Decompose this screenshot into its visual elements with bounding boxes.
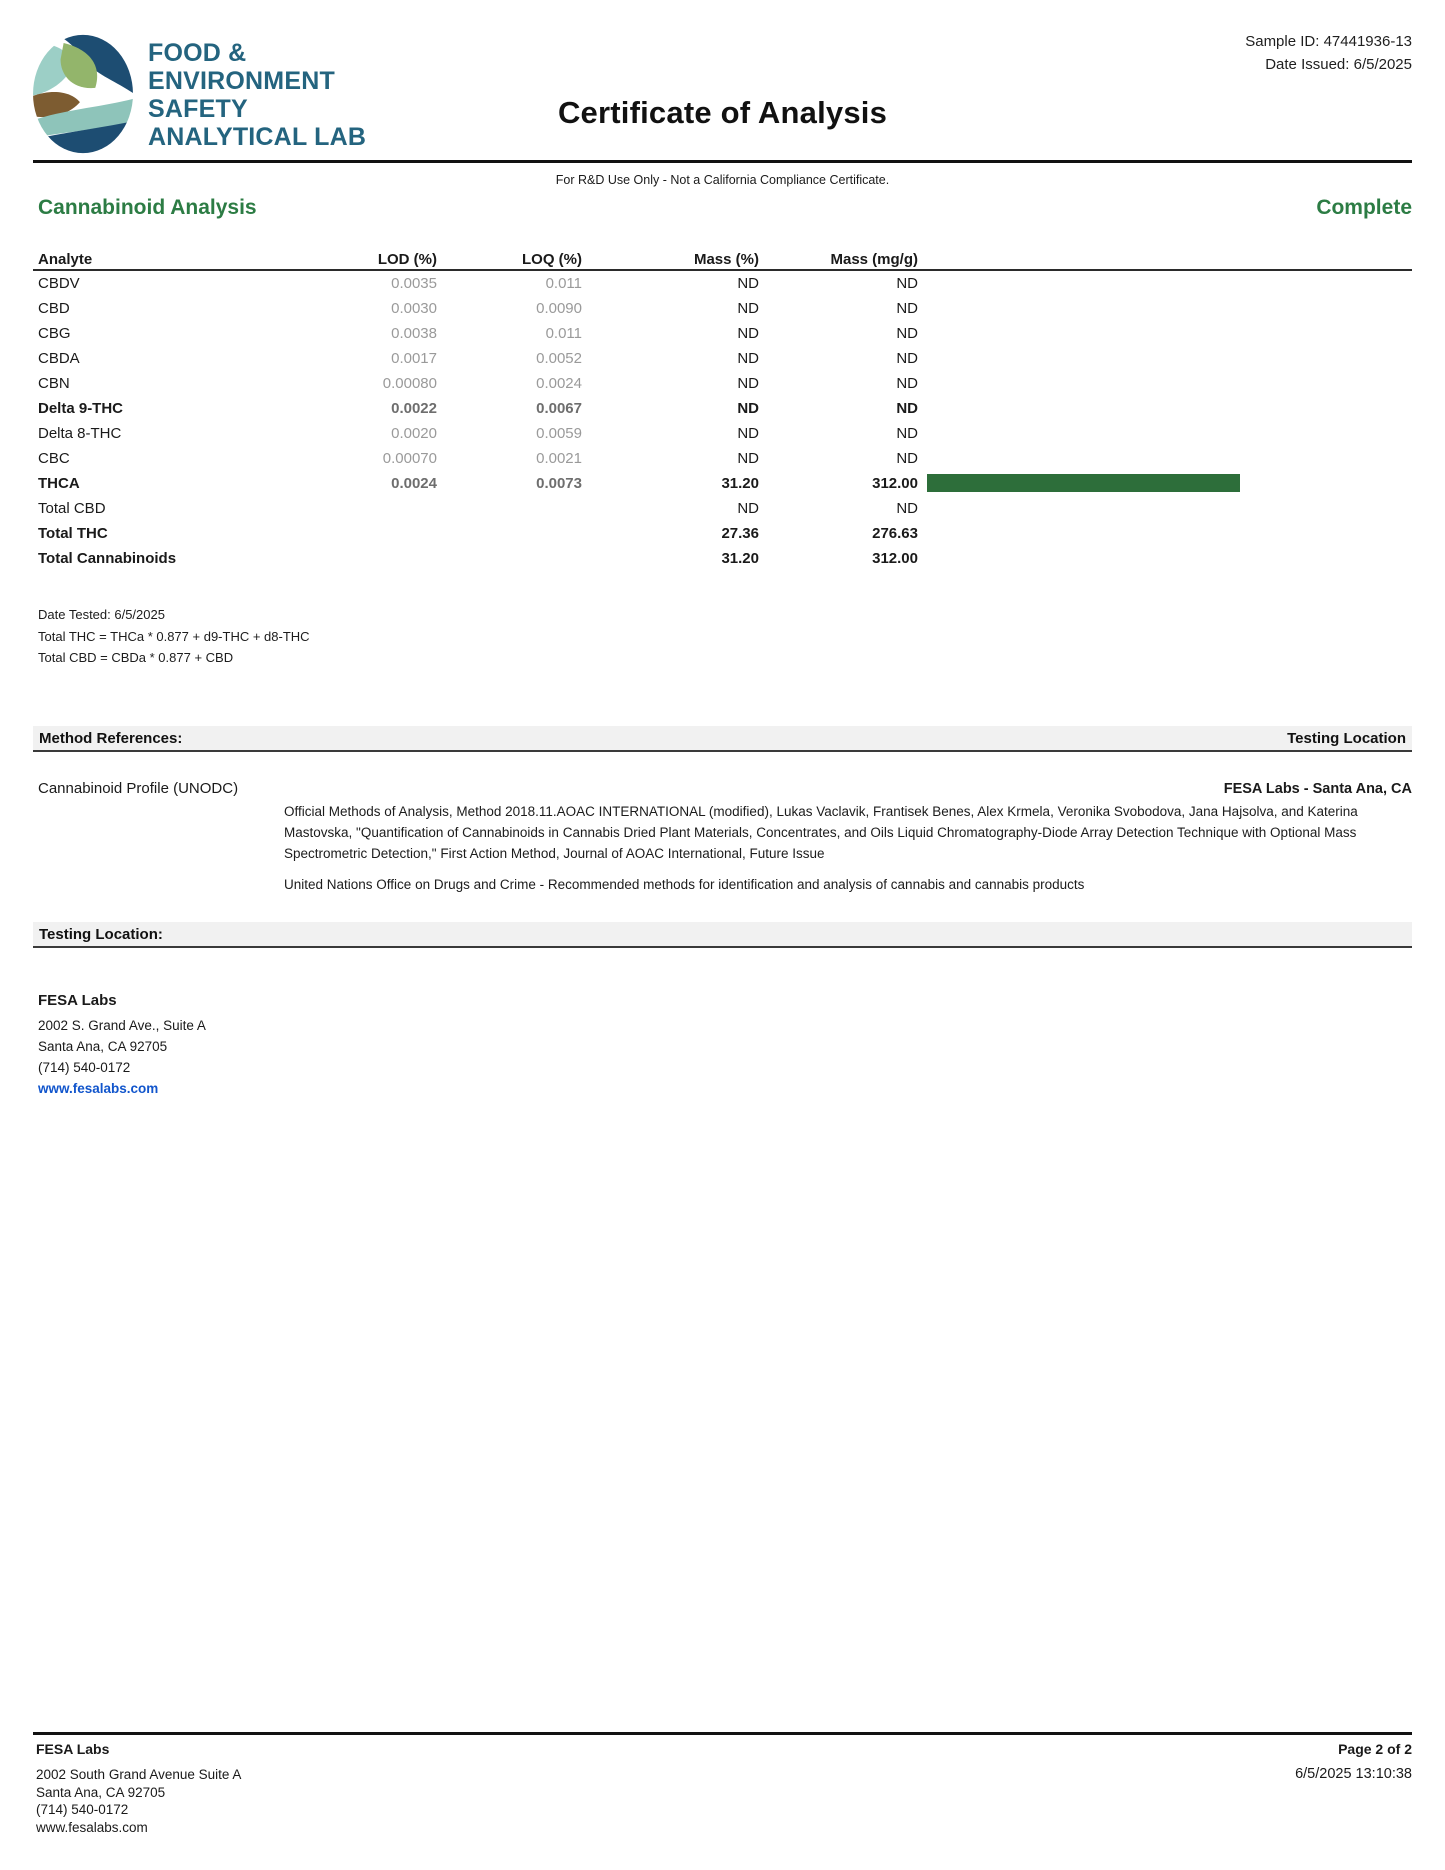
sample-id: Sample ID: 47441936-13 [1245, 33, 1412, 50]
mass-mgg-value: ND [896, 300, 918, 317]
status-badge: Complete [1316, 196, 1412, 219]
lod-value: 0.0038 [391, 325, 437, 342]
thca-mass-bar [927, 474, 1240, 492]
table-row [33, 546, 1412, 571]
analyte-name: Total THC [38, 525, 108, 542]
mass-pct-value: ND [737, 425, 759, 442]
analyte-name: CBN [38, 375, 70, 392]
disclaimer-text: For R&D Use Only - Not a California Compliance Certificate. [555, 173, 890, 187]
footer-page-info [33, 1741, 1412, 1782]
mass-pct-value: 27.36 [721, 525, 759, 542]
loq-value: 0.0024 [536, 375, 582, 392]
table-row [33, 321, 1412, 346]
mass-pct-value: ND [737, 325, 759, 342]
lab-address-line1: 2002 S. Grand Ave., Suite A [38, 1018, 206, 1033]
footer-address-line1: 2002 South Grand Avenue Suite A [36, 1767, 242, 1782]
document-title: Certificate of Analysis [557, 95, 888, 130]
mass-pct-value: ND [737, 375, 759, 392]
lod-value: 0.0020 [391, 425, 437, 442]
analyte-name: THCA [38, 475, 80, 492]
loq-value: 0.0052 [536, 350, 582, 367]
lod-value: 0.0024 [391, 475, 437, 492]
method-references-heading: Method References: [39, 729, 183, 747]
table-row [33, 446, 1412, 471]
mass-pct-value: 31.20 [721, 550, 759, 567]
analyte-name: Delta 9-THC [38, 400, 124, 417]
analyte-name: CBC [38, 450, 70, 467]
col-mass-mgg: Mass (mg/g) [830, 251, 918, 268]
col-analyte: Analyte [38, 251, 93, 268]
page-number: Page 2 of 2 [1338, 1741, 1412, 1757]
table-row [33, 371, 1412, 396]
lod-value: 0.00070 [382, 450, 437, 467]
analyte-name: CBDA [38, 350, 80, 367]
table-row [33, 346, 1412, 371]
lod-value: 0.0030 [391, 300, 437, 317]
mass-pct-value: ND [737, 500, 759, 517]
method-profile-row [33, 780, 1412, 797]
table-header-row [33, 247, 1412, 271]
footer-lab-name: FESA Labs [36, 1741, 110, 1757]
testing-location-block [33, 992, 1412, 1099]
date-issued: Date Issued: 6/5/2025 [1265, 56, 1412, 73]
lab-address-line2: Santa Ana, CA 92705 [38, 1039, 168, 1054]
section-header [33, 196, 1412, 220]
loq-value: 0.011 [545, 275, 582, 292]
mass-mgg-value: ND [896, 425, 918, 442]
analyte-name: CBG [38, 325, 71, 342]
method-reference-text [284, 801, 1385, 895]
date-tested: Date Tested: 6/5/2025 [38, 607, 165, 622]
analyte-name: CBD [38, 300, 70, 317]
method-paragraph-unodc: United Nations Office on Drugs and Crime - Recommended methods for identification and analysis of cannabis and cannabis products [284, 877, 1085, 892]
mass-pct-value: ND [737, 400, 759, 417]
footer-phone: (714) 540-0172 [36, 1802, 129, 1817]
analyte-name: Total Cannabinoids [38, 550, 177, 567]
testing-location-band [33, 922, 1412, 948]
section-title: Cannabinoid Analysis [38, 196, 257, 219]
mass-pct-value: ND [737, 350, 759, 367]
mass-pct-value: 31.20 [721, 475, 759, 492]
analyte-name: Delta 8-THC [38, 425, 122, 442]
loq-value: 0.0059 [536, 425, 582, 442]
total-cbd-formula: Total CBD = CBDa * 0.877 + CBD [38, 650, 234, 665]
method-testing-location: FESA Labs - Santa Ana, CA [1223, 781, 1412, 797]
method-references-band [33, 726, 1412, 752]
footer-website: www.fesalabs.com [36, 1819, 148, 1835]
mass-mgg-value: ND [896, 500, 918, 517]
table-row [33, 521, 1412, 546]
mass-mgg-value: ND [896, 400, 918, 417]
mass-mgg-value: ND [896, 350, 918, 367]
mass-mgg-value: ND [896, 325, 918, 342]
lab-website-link[interactable]: www.fesalabs.com [38, 1081, 159, 1096]
analyte-name: CBDV [38, 275, 80, 292]
lab-logo [32, 33, 366, 155]
col-mass-pct: Mass (%) [693, 251, 759, 268]
footer-address-line2: Santa Ana, CA 92705 [36, 1784, 166, 1800]
mass-mgg-value: 312.00 [872, 475, 918, 492]
testing-location-heading: Testing Location: [39, 925, 163, 943]
table-row [33, 496, 1412, 521]
lod-value: 0.00080 [382, 375, 437, 392]
lab-name: FESA Labs [38, 992, 117, 1009]
loq-value: 0.0090 [536, 300, 582, 317]
analysis-notes [33, 604, 1412, 669]
mass-mgg-value: ND [896, 450, 918, 467]
logo-line-2: ENVIRONMENT [148, 67, 335, 95]
testing-location-column-heading: Testing Location [1287, 729, 1406, 747]
lab-phone: (714) 540-0172 [38, 1060, 131, 1075]
mass-mgg-value: 312.00 [872, 550, 918, 567]
loq-value: 0.0073 [536, 475, 582, 492]
lod-value: 0.0035 [391, 275, 437, 292]
col-lod: LOD (%) [377, 251, 437, 268]
mass-mgg-value: 276.63 [872, 525, 918, 542]
header-rule [33, 160, 1412, 163]
table-row-thca [33, 471, 1412, 496]
table-row [33, 296, 1412, 321]
table-row [33, 271, 1412, 296]
lod-value: 0.0017 [391, 350, 437, 367]
table-row [33, 396, 1412, 421]
loq-value: 0.0021 [536, 450, 582, 467]
mass-pct-value: ND [737, 450, 759, 467]
table-row [33, 421, 1412, 446]
print-timestamp: 6/5/2025 13:10:38 [1295, 1766, 1412, 1782]
logo-line-3: SAFETY [148, 95, 248, 123]
col-loq: LOQ (%) [522, 251, 582, 268]
method-profile-name: Cannabinoid Profile (UNODC) [38, 780, 239, 797]
lab-logo-icon [32, 33, 134, 155]
analyte-name: Total CBD [38, 500, 106, 517]
mass-pct-value: ND [737, 300, 759, 317]
total-thc-formula: Total THC = THCa * 0.877 + d9-THC + d8-THC [38, 628, 310, 644]
loq-value: 0.0067 [536, 400, 582, 417]
footer-rule [33, 1732, 1412, 1735]
mass-mgg-value: ND [896, 375, 918, 392]
loq-value: 0.011 [545, 325, 582, 342]
mass-mgg-value: ND [896, 275, 918, 292]
logo-line-1: FOOD & [148, 39, 247, 67]
method-paragraph-aoac: Official Methods of Analysis, Method 2018.11.AOAC INTERNATIONAL (modified), Lukas Vaclavik, Frantisek Benes, Alex Krmela, Veronika Svobodova, Jana Hajsolva, and Katerina Mastovska, "Quantification of Cannabinoids in Cannabis Dried Plant Materials, Concentrates, and Oils Liquid Chromatography-Diode Array Detection Technique with Optional Mass Spectrometric Detection," First Action Method, Journal of AOAC International, Future Issue [284, 804, 1358, 861]
lod-value: 0.0022 [391, 400, 437, 417]
mass-pct-value: ND [737, 275, 759, 292]
cannabinoid-table [33, 247, 1412, 571]
logo-line-4: ANALYTICAL LAB [148, 123, 367, 151]
